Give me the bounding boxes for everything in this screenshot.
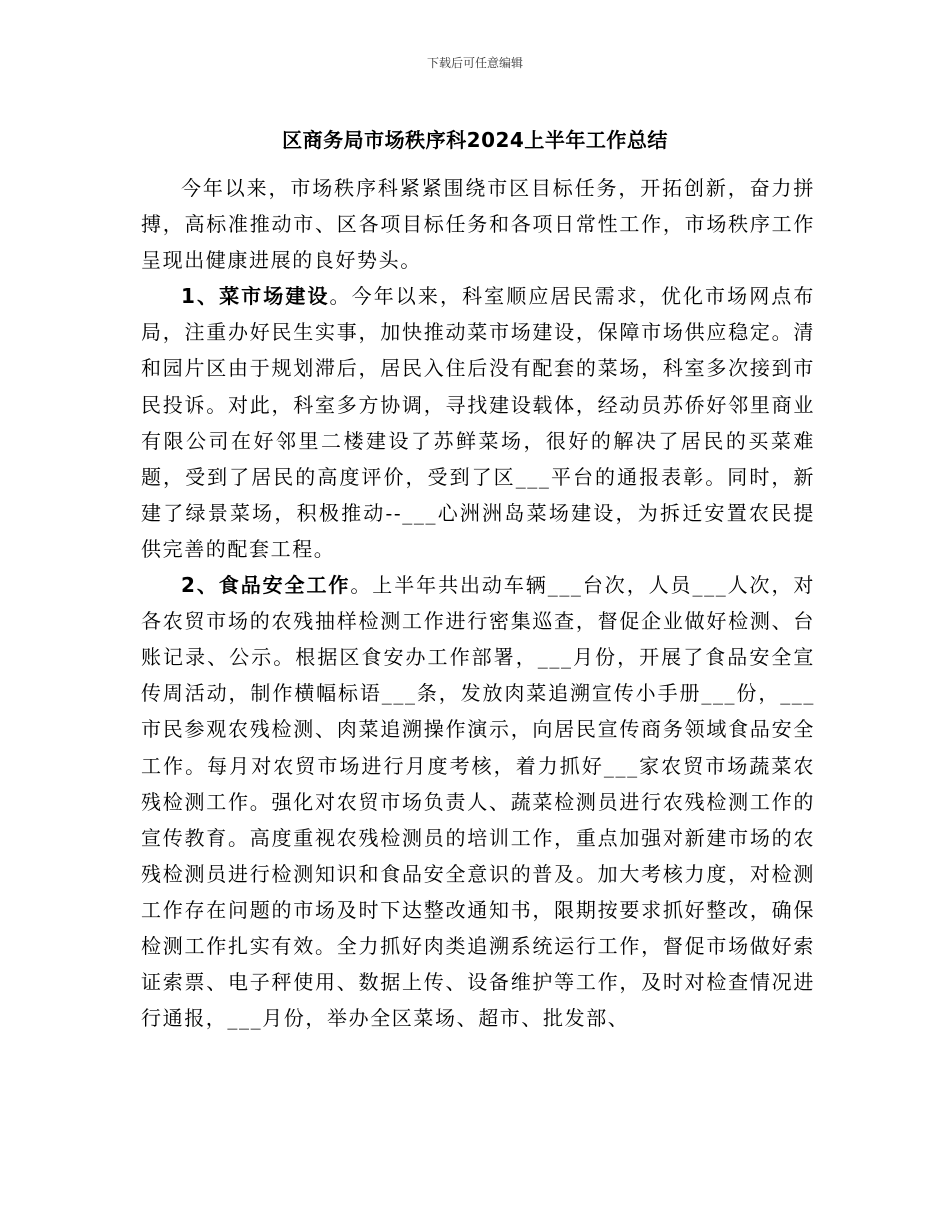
document-body xyxy=(141,170,815,1036)
paragraph-intro xyxy=(141,170,815,278)
paragraph-market-construction xyxy=(141,278,815,567)
header-note: 下载后可任意编辑 xyxy=(426,56,523,70)
section-heading-food-safety: 2、食品安全工作 xyxy=(181,573,351,598)
paragraph-food-safety xyxy=(141,567,815,1036)
paragraph-intro-text: 今年以来，市场秩序科紧紧围绕市区目标任务，开拓创新，奋力拼搏，高标准推动市、区各项目标任务和各项日常性工作，市场秩序工作呈现出健康进展的良好势头。 xyxy=(141,176,815,273)
section-heading-market-construction: 1、菜市场建设 xyxy=(181,284,330,309)
document-title: 区商务局市场秩序科2024上半年工作总结 xyxy=(282,128,668,152)
paragraph-market-construction-text: 。今年以来，科室顺应居民需求，优化市场网点布局，注重办好民生实事，加快推动菜市场建设，保障市场供应稳定。清和园片区由于规划滞后，居民入住后没有配套的菜场，科室多次接到市民投诉。对此，科室多方协调，寻找建设载体，经动员苏侨好邻里商业有限公司在好邻里二楼建设了苏鲜菜场，很好的解决了居民的买菜难题，受到了居民的高度评价，受到了区___平台的通报表彰。同时，新建了绿景菜场，积极推动--___心洲洲岛菜场建设，为拆迁安置农民提供完善的配套工程。 xyxy=(141,284,816,561)
paragraph-food-safety-text: 。上半年共出动车辆___台次，人员___人次，对各农贸市场的农残抽样检测工作进行密集巡查，督促企业做好检测、台账记录、公示。根据区食安办工作部署，___月份，开展了食品安全宣传周活动，制作横幅标语___条，发放肉菜追溯宣传小手册___份，___市民参观农残检测、肉菜追溯操作演示，向居民宣传商务领域食品安全工作。每月对农贸市场进行月度考核，着力抓好___家农贸市场蔬菜农残检测工作。强化对农贸市场负责人、蔬菜检测员进行农残检测工作的宣传教育。高度重视农残检测员的培训工作，重点加强对新建市场的农残检测员进行检测知识和食品安全意识的普及。加大考核力度，对检测工作存在问题的市场及时下达整改通知书，限期按要求抓好整改，确保检测工作扎实有效。全力抓好肉类追溯系统运行工作，督促市场做好索证索票、电子秤使用、数据上传、设备维护等工作，及时对检查情况进行通报，___月份，举办全区菜场、超市、批发部、 xyxy=(141,573,816,1031)
